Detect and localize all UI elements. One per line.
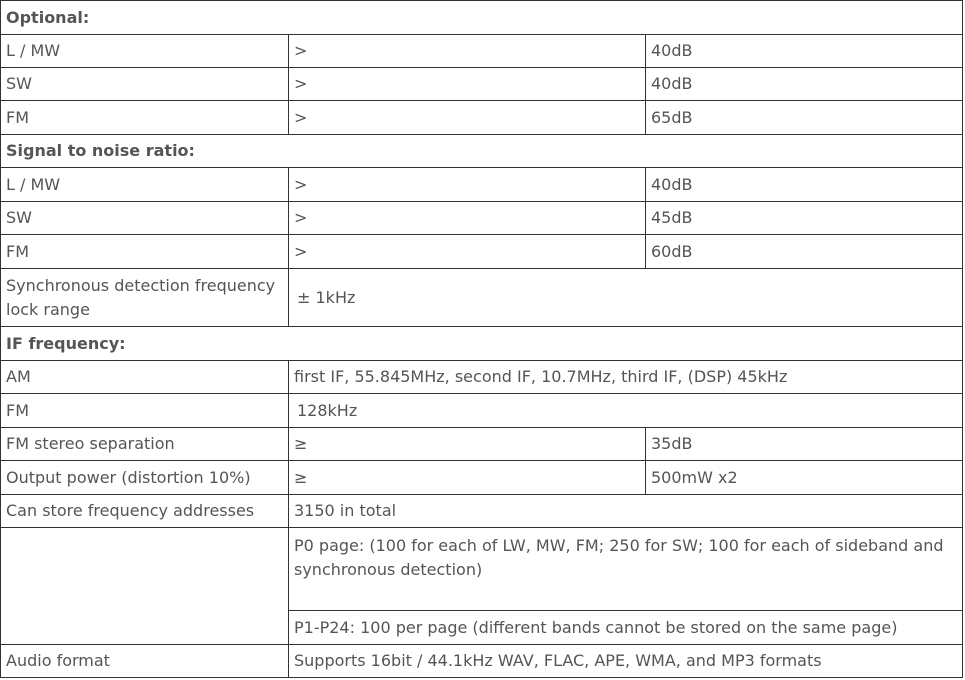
section-row-snr [1, 135, 963, 168]
row-value: 45dB [646, 202, 963, 235]
row-operator: ≥ [289, 428, 646, 461]
row-operator: ≥ [289, 461, 646, 495]
row-value: 128kHz [289, 394, 963, 428]
row-value: 40dB [646, 168, 963, 202]
table-row [1, 495, 963, 528]
section-header-if: IF frequency: [1, 327, 963, 361]
row-label: FM [1, 235, 289, 269]
row-label: L / MW [1, 35, 289, 68]
row-value: 60dB [646, 235, 963, 269]
table-row [1, 269, 963, 327]
row-value: 500mW x2 [646, 461, 963, 495]
section-header-snr: Signal to noise ratio: [1, 135, 963, 168]
row-value: Supports 16bit / 44.1kHz WAV, FLAC, APE, WMA, and MP3 formats [289, 645, 963, 678]
row-label: SW [1, 68, 289, 101]
section-row-if [1, 327, 963, 361]
table-row [1, 645, 963, 678]
table-row [1, 168, 963, 202]
table-row [1, 101, 963, 135]
row-operator: > [289, 235, 646, 269]
row-label: AM [1, 361, 289, 394]
row-label: FM [1, 394, 289, 428]
table-row [1, 428, 963, 461]
row-label: FM stereo separation [1, 428, 289, 461]
table-row [1, 202, 963, 235]
table-row [1, 35, 963, 68]
section-row-optional [1, 1, 963, 35]
row-label: FM [1, 101, 289, 135]
table-row [1, 394, 963, 428]
table-row [1, 361, 963, 394]
table-row [1, 528, 963, 611]
memory-total: 3150 in total [289, 495, 963, 528]
section-header-optional: Optional: [1, 1, 963, 35]
row-value: first IF, 55.845MHz, second IF, 10.7MHz, third IF, (DSP) 45kHz [289, 361, 963, 394]
table-row [1, 68, 963, 101]
row-value: 35dB [646, 428, 963, 461]
sync-detection-value: ± 1kHz [289, 269, 963, 327]
memory-label: Can store frequency addresses [1, 495, 289, 528]
row-label: Audio format [1, 645, 289, 678]
row-value: 40dB [646, 35, 963, 68]
table-row [1, 461, 963, 495]
row-operator: > [289, 101, 646, 135]
memory-p0: P0 page: (100 for each of LW, MW, FM; 250 for SW; 100 for each of sideband and synchronous detection) [289, 528, 963, 611]
memory-p1: P1-P24: 100 per page (different bands cannot be stored on the same page) [289, 611, 963, 645]
row-value: 40dB [646, 68, 963, 101]
empty-cell [1, 528, 289, 645]
row-operator: > [289, 202, 646, 235]
row-operator: > [289, 168, 646, 202]
row-label: Output power (distortion 10%) [1, 461, 289, 495]
sync-detection-label: Synchronous detection frequency lock range [1, 269, 289, 327]
row-label: L / MW [1, 168, 289, 202]
row-operator: > [289, 68, 646, 101]
row-value: 65dB [646, 101, 963, 135]
row-label: SW [1, 202, 289, 235]
row-operator: > [289, 35, 646, 68]
table-row [1, 235, 963, 269]
